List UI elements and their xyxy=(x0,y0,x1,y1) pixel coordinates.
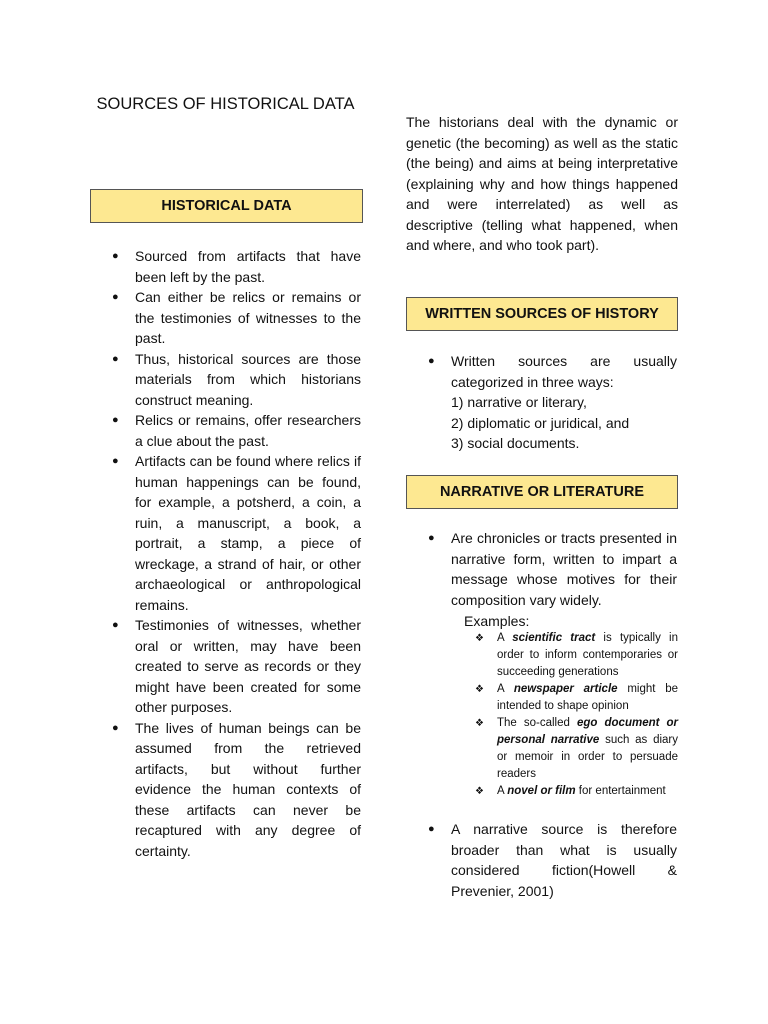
intro-paragraph: The historians deal with the dynamic or genetic (the becoming) as well as the static (the being) and aims at being interpretative (explaining why and how things happened and were interrelated) as well as descriptive (telling what happened, when and where, and who took part). xyxy=(406,114,678,253)
narrative-conclusion-list xyxy=(406,819,677,901)
diamond-bullet-icon: ❖ xyxy=(475,718,484,729)
list-item: ● Written sources are usually categorized in three ways: 1) narrative or literary, 2) diplomatic or juridical, and 3) social documents. xyxy=(406,351,677,454)
diamond-bullet-icon: ❖ xyxy=(475,684,484,695)
list-item: ● Testimonies of witnesses, whether oral or written, may have been created to serve as records or they might have been created for some other purposes. xyxy=(112,617,361,715)
bullet-icon: ● xyxy=(112,250,119,262)
list-item: ● Thus, historical sources are those materials from which historians construct meaning. xyxy=(112,350,361,408)
bullet-icon: ● xyxy=(112,352,119,365)
diamond-bullet-icon: ❖ xyxy=(475,633,484,644)
narrative-list xyxy=(406,528,677,610)
example-item: ❖ A novel or film for entertainment xyxy=(475,783,678,800)
diamond-bullet-icon: ❖ xyxy=(475,786,484,797)
examples-list xyxy=(475,630,678,800)
list-item: ● Sourced from artifacts that have been left by the past. xyxy=(112,248,361,285)
historical-data-header-label: HISTORICAL DATA xyxy=(161,198,292,214)
written-sources-header-label: WRITTEN SOURCES OF HISTORY xyxy=(425,306,659,322)
bullet-icon: ● xyxy=(112,291,119,303)
examples-label: Examples: xyxy=(464,613,530,629)
narrative-header-label: NARRATIVE OR LITERATURE xyxy=(439,484,645,500)
written-category: 1) narrative or literary, xyxy=(451,394,587,410)
bullet-icon: ● xyxy=(112,721,119,734)
written-sources-list xyxy=(406,351,677,454)
bullet-icon: ● xyxy=(112,455,119,467)
written-category: 2) diplomatic or juridical, and xyxy=(451,414,630,431)
example-item: ❖ A scientific tract is typically in order to inform contemporaries or succeeding generations xyxy=(475,632,678,678)
list-item: ● Are chronicles or tracts presented in narrative form, written to impart a message whose motives for their composition vary widely. xyxy=(428,530,677,608)
list-item: ● Relics or remains, offer researchers a clue about the past. xyxy=(112,412,361,449)
list-item: ● A narrative source is therefore broader than what is usually considered fiction(Howell & Prevenier, 2001) xyxy=(428,821,677,899)
historical-data-list xyxy=(90,246,361,861)
bullet-icon: ● xyxy=(112,619,119,631)
list-item: ● Can either be relics or remains or the testimonies of witnesses to the past. xyxy=(112,289,361,346)
written-category: 3) social documents. xyxy=(451,435,580,451)
narrative-header xyxy=(406,475,678,509)
list-item: ● Artifacts can be found where relics if human happenings can be found, for example, a potsherd, a coin, a ruin, a manuscript, a book, a portrait, a stamp, a piece of wreckage, a strand of hair, or other archaeological or anthropological remains. xyxy=(112,453,361,613)
bullet-icon: ● xyxy=(428,355,435,367)
historical-data-header xyxy=(90,189,363,223)
page-title: SOURCES OF HISTORICAL DATA xyxy=(96,95,355,113)
bullet-icon: ● xyxy=(428,532,435,544)
list-item: ● The lives of human beings can be assumed from the retrieved artifacts, but without further evidence the human contexts of these artifacts can never be recaptured with any degree of certainty. xyxy=(112,719,361,859)
written-sources-header xyxy=(406,297,678,331)
example-item: ❖ The so-called ego document or personal narrative such as diary or memoir in order to persuade readers xyxy=(475,717,679,780)
bullet-icon: ● xyxy=(428,823,435,835)
bullet-icon: ● xyxy=(112,414,119,426)
example-item: ❖ A newspaper article might be intended to shape opinion xyxy=(475,683,678,712)
